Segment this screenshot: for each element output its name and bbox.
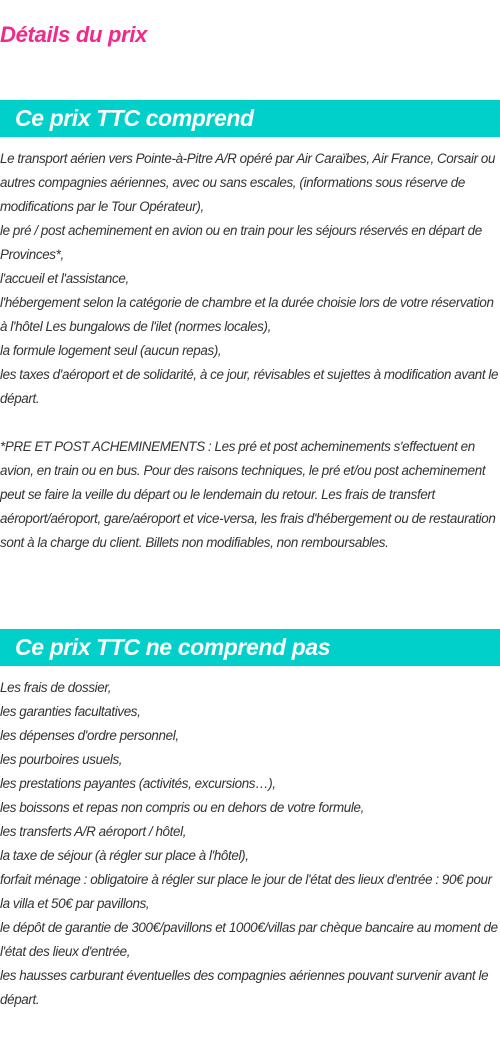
included-item: le pré / post acheminement en avion ou en train pour les séjours réservés en départ de Provinces*, <box>0 223 482 262</box>
excluded-item: les dépenses d'ordre personnel, <box>0 728 179 743</box>
excluded-item: les garanties facultatives, <box>0 704 141 719</box>
included-heading: Ce prix TTC comprend <box>15 105 254 131</box>
excluded-item: Les frais de dossier, <box>0 680 112 695</box>
excluded-item: les pourboires usuels, <box>0 752 123 767</box>
excluded-list <box>0 676 500 1012</box>
included-item: l'hébergement selon la catégorie de chambre et la durée choisie lors de votre réservation à l'hôtel Les bungalows de l'ilet (normes locales), <box>0 295 494 334</box>
included-item: Le transport aérien vers Pointe-à-Pitre A/R opéré par Air Caraïbes, Air France, Corsair ou autres compagnies aériennes, avec ou sans escales, (informations sous réserve de modifications par le Tour Opérateur), <box>0 151 496 214</box>
excluded-item: forfait ménage : obligatoire à régler sur place le jour de l'état des lieux d'entrée : 90€ pour la villa et 50€ par pavillons, <box>0 872 492 911</box>
included-item: les taxes d'aéroport et de solidarité, à ce jour, révisables et sujettes à modification avant le départ. <box>0 367 499 406</box>
pre-post-note <box>0 435 500 555</box>
excluded-item: le dépôt de garantie de 300€/pavillons et 1000€/villas par chèque bancaire au moment de l'état des lieux d'entrée, <box>0 920 498 959</box>
excluded-item: les transferts A/R aéroport / hôtel, <box>0 824 187 839</box>
included-item: la formule logement seul (aucun repas), <box>0 343 222 358</box>
included-list <box>0 147 500 411</box>
excluded-heading: Ce prix TTC ne comprend pas <box>15 634 331 660</box>
page-title: Détails du prix <box>0 22 148 47</box>
excluded-section-header <box>0 629 500 666</box>
excluded-item: les hausses carburant éventuelles des compagnies aériennes pouvant survenir avant le départ. <box>0 968 489 1007</box>
pre-post-note-text: *PRE ET POST ACHEMINEMENTS : Les pré et post acheminements s'effectuent en avion, en train ou en bus. Pour des raisons techniques, le pré et/ou post acheminement peut se faire la veille du départ ou le lendemain du retour. Les frais de transfert aéroport/aéroport, gare/aéroport et vice-versa, les frais d'hébergement ou de restauration sont à la charge du client. Billets non modifiables, non remboursables. <box>0 439 496 550</box>
included-section-header <box>0 100 500 137</box>
excluded-item: les boissons et repas non compris ou en dehors de votre formule, <box>0 800 364 815</box>
excluded-item: les prestations payantes (activités, excursions…), <box>0 776 276 791</box>
excluded-item: la taxe de séjour (à régler sur place à l'hôtel), <box>0 848 249 863</box>
included-item: l'accueil et l'assistance, <box>0 271 129 286</box>
